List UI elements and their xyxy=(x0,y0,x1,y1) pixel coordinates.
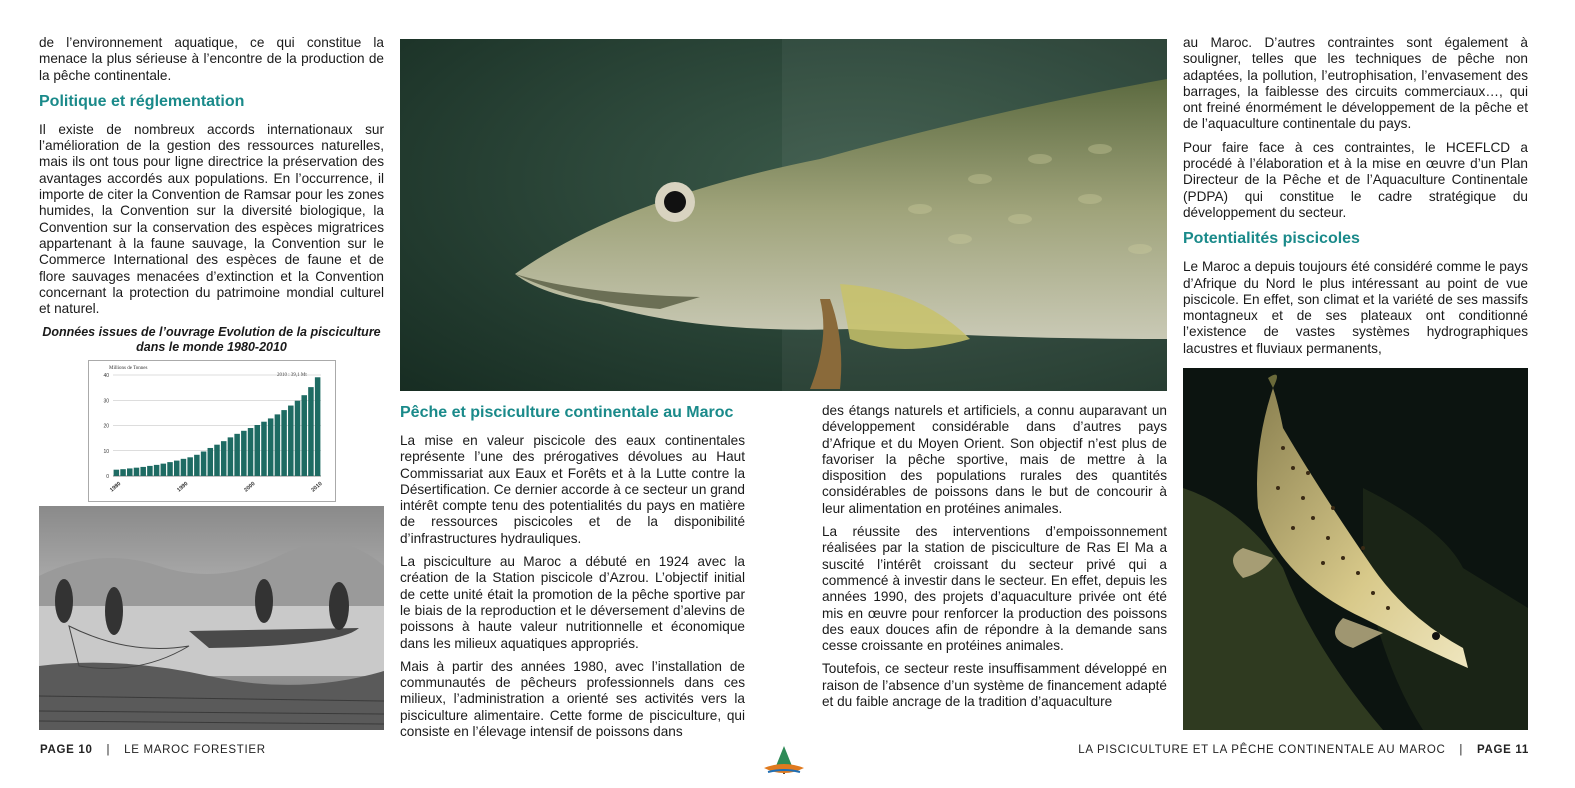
left-column xyxy=(39,35,384,359)
chart-bar-2007 xyxy=(295,401,301,476)
middle-column-2 xyxy=(822,403,1167,717)
chart-bar-2006 xyxy=(288,406,294,476)
chart-bar-1988 xyxy=(167,462,173,476)
chart-title: Millions de Tonnes xyxy=(109,366,148,371)
right-paragraph-1: au Maroc. D’autres contraintes sont également à souligner, telles que les techniques de pêche non adaptées, la pollution, l’eutrophisation, l’envasement des barrages, la faiblesse des circuits commerciaux…, qui ont freiné énormément le développement de la pêche et de l’aquaculture continentale du pays. xyxy=(1183,35,1528,132)
chart-bar-1983 xyxy=(134,468,140,476)
chart-bar-1999 xyxy=(241,431,247,476)
trout-fish-photo xyxy=(1183,368,1528,730)
chart-bar-1993 xyxy=(201,452,207,476)
chart-bar-1985 xyxy=(147,466,153,476)
footer-right xyxy=(1078,744,1529,756)
chart-bar-2010 xyxy=(315,377,321,476)
section-heading-peche: Pêche et pisciculture continentale au Maroc xyxy=(400,404,734,421)
right-column xyxy=(1183,35,1528,364)
chart-xtick-label: 2000 xyxy=(243,480,257,494)
peche-paragraph-6: Toutefois, ce secteur reste insuffisamment développé en raison de l’absence d’un système de financement adapté et du faible ancrage de la tradition d’aquaculture xyxy=(822,661,1167,710)
chart-bar-1991 xyxy=(187,457,193,476)
chart-bar-2009 xyxy=(308,387,314,476)
chart-bar-1980 xyxy=(114,470,120,476)
left-page-number: PAGE 10 xyxy=(40,744,93,756)
footer-separator-right: | xyxy=(1459,744,1464,756)
potentialites-paragraph: Le Maroc a depuis toujours été considéré comme le pays d’Afrique du Nord le plus intéressant au point de vue piscicole. En effet, son climat et la variété de ses massifs montagneux et de ses plateaux ont conditionné l’existence de vastes systèmes hydrographiques lacustres et fluviaux permanents, xyxy=(1183,259,1528,356)
chart-bar-1989 xyxy=(174,461,180,476)
chart-xtick-label: 1980 xyxy=(109,480,123,494)
chart-bar-1997 xyxy=(228,437,234,476)
chart-ytick-label: 20 xyxy=(103,423,109,430)
section-heading-politique: Politique et réglementation xyxy=(39,92,245,110)
chart-ytick-label: 0 xyxy=(106,474,109,480)
footer-separator-left: | xyxy=(106,744,111,756)
chart-caption: Données issues de l’ouvrage Evolution de la pisciculture dans le monde 1980-2010 xyxy=(42,325,381,355)
chart-bar-2004 xyxy=(275,414,281,476)
fishermen-engraving-image xyxy=(39,506,384,730)
chart-ytick-label: 30 xyxy=(103,398,109,405)
footer-left xyxy=(40,744,266,756)
politique-paragraph: Il existe de nombreux accords internationaux sur l’amélioration de la gestion des ressources naturelles, mais ils ont tous pour ligne directrice la préservation des avantages accordés aux populations. En l’occurrence, il importe de citer la Convention de Ramsar pour les zones humides, la Convention sur la diversité biologique, la Convention sur la conservation des espèces migratrices appartenant à la faune sauvage, la Convention sur le Commerce International des espèces de faune et de flore sauvages menacées d’extinction et la Convention concernant la protection du patrimoine mondial culturel et naturel. xyxy=(39,121,384,317)
chart-bar-1992 xyxy=(194,455,200,476)
peche-paragraph-4: des étangs naturels et artificiels, a connu auparavant un développement considérable dans d’autres pays d’Afrique et du Moyen Orient. Son objectif n’est plus de favoriser la pêche sportive, mais de mettre à la disposition des populations rurales des quantités considérables de poissons dans le but de concourir à leur alimentation en protéines animales. xyxy=(822,403,1167,516)
chart-bar-2008 xyxy=(301,395,307,476)
chart-bar-1987 xyxy=(161,464,167,476)
left-section-title: LE MAROC FORESTIER xyxy=(124,744,266,756)
chart-bar-1998 xyxy=(234,434,240,476)
peche-paragraph-1: La mise en valeur piscicole des eaux continentales représente l’une des prérogatives dévolues au Haut Commissariat aux Eaux et Forêts et à la Lutte contre la Désertification. Ce dernier accorde à ce secteur un grand intérêt compte tenu des potentialités du pays en matière de ressources piscicoles et de la disponibilité d’infrastructures hydrauliques. xyxy=(400,433,745,546)
chart-bar-1981 xyxy=(120,469,126,476)
chart-bar-1990 xyxy=(181,459,187,476)
chart-bar-1986 xyxy=(154,465,160,476)
chart-bar-1984 xyxy=(140,467,146,476)
chart-xtick-label: 1990 xyxy=(176,480,190,494)
peche-paragraph-3: Mais à partir des années 1980, avec l’installation de communautés de pêcheurs professionnels dans ces milieux, l’administration a orienté ses activités vers la pisciculture alimentaire. Cette forme de pisciculture, qui consiste en l’élevage intensif de poissons dans xyxy=(400,658,745,740)
chart-bar-1996 xyxy=(221,441,227,476)
chart-bar-2003 xyxy=(268,418,274,476)
chart-bar-1994 xyxy=(208,448,214,476)
section-heading-potentialites: Potentialités piscicoles xyxy=(1183,230,1360,248)
publication-logo xyxy=(760,744,808,780)
chart-xtick-label: 2010 xyxy=(310,480,324,494)
right-section-title: LA PISCICULTURE ET LA PÊCHE CONTINENTALE AU MAROC xyxy=(1078,744,1446,756)
chart-ytick-label: 10 xyxy=(103,448,109,455)
right-page-number: PAGE 11 xyxy=(1477,744,1529,756)
chart-bar-1995 xyxy=(214,445,220,476)
peche-paragraph-5: La réussite des interventions d’empoissonnement réalisées par la station de pisciculture de Ras El Ma a suscité l’intérêt croissant du secteur privé qui a commencé à investir dans le secteur. En effet, depuis les années 1990, des projets d’aquaculture privée ont été mis en œuvre pour renforcer la production des poissons des eaux douces afin de répondre à la demande sans cesse croissante en protéines animales. xyxy=(822,524,1167,654)
aquaculture-chart-frame xyxy=(88,360,336,502)
middle-column-1 xyxy=(400,400,745,747)
chart-ytick-label: 40 xyxy=(103,373,109,379)
left-intro-paragraph: de l’environnement aquatique, ce qui constitue la menace la plus sérieuse à l’encontre de la production de la pêche continentale. xyxy=(39,35,384,83)
chart-annotation: 2010 : 39,1 Mt xyxy=(277,373,307,378)
peche-paragraph-2: La pisciculture au Maroc a débuté en 1924 avec la création de la Station piscicole d’Azrou. L’objectif initial de cette unité était la promotion de la pêche sportive par le biais de la reproduction et le déversement d’alevins de poissons à haute valeur nutritionnelle et économique dans les milieux aquatiques appropriés. xyxy=(400,554,745,651)
chart-bar-2002 xyxy=(261,422,267,476)
chart-bar-2001 xyxy=(255,425,261,476)
chart-bar-2005 xyxy=(281,410,287,476)
aquaculture-bar-chart xyxy=(89,361,335,501)
chart-bar-2000 xyxy=(248,428,254,476)
right-paragraph-2: Pour faire face à ces contraintes, le HCEFLCD a procédé à l’élaboration et à la mise en œuvre d’un Plan Directeur de la Pêche et de l’Aquaculture Continentale (PDPA) qui constitue le cadre stratégique du développement du secteur. xyxy=(1183,139,1528,220)
pike-fish-photo xyxy=(400,39,1167,391)
chart-bar-1982 xyxy=(127,468,133,476)
